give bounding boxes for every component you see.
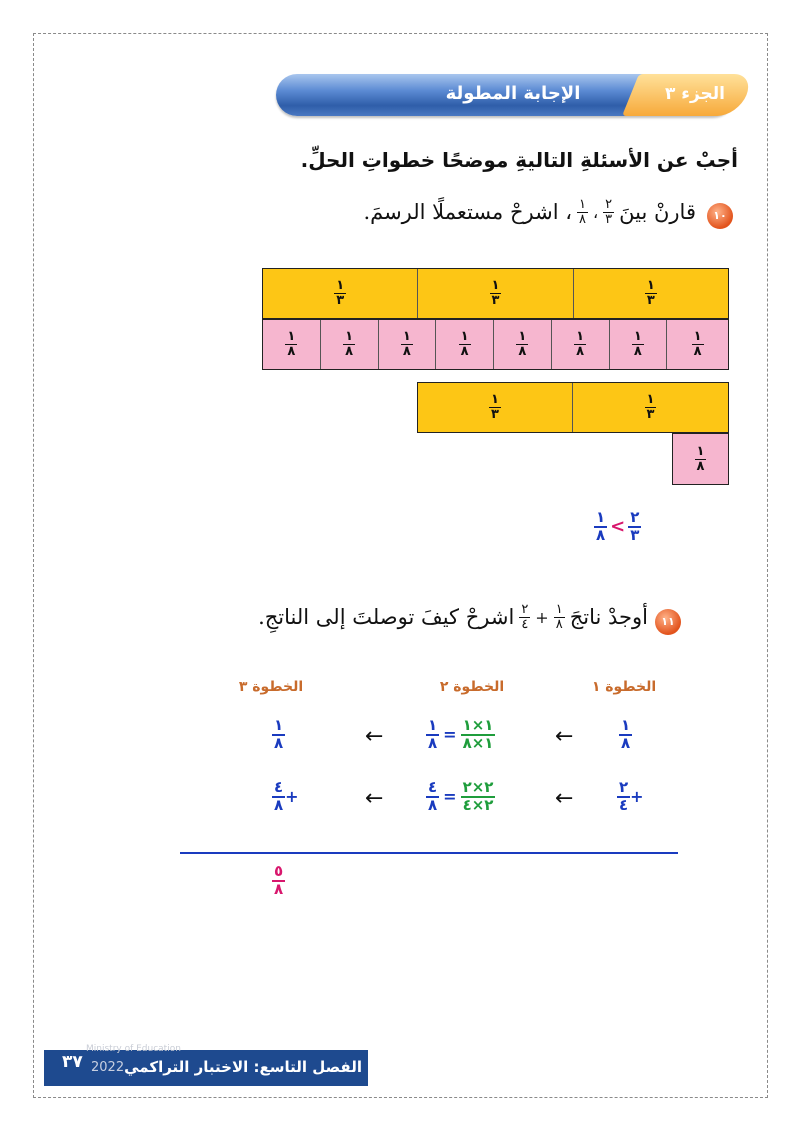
- row2-step3: $\frac{٤}{٨}$ +: [274, 778, 299, 814]
- third-cell: $\frac{١}{٣}$: [418, 383, 573, 432]
- arrow-icon: ←: [365, 786, 384, 811]
- q10-text-after: ، اشرحْ مستعملًا الرسمَ.: [363, 200, 573, 225]
- answer-left-fraction: $\frac{١}{٨}$: [596, 508, 606, 544]
- page-border: [33, 33, 768, 1098]
- section-title: الإجابة المطولة: [445, 83, 581, 104]
- eighth-cell: $\frac{١}{٨}$: [263, 320, 321, 369]
- question-11-text: أوجدْ ناتجَ $\frac{١}{٨}$ + $\frac{٢}{٤}$ اشرحْ كيفَ توصلتَ إلى الناتجِ.: [258, 602, 648, 632]
- footer-chapter-text: الفصل التاسع: الاختبار التراكمي: [124, 1058, 362, 1076]
- step-1-heading: الخطوة ١: [591, 679, 657, 695]
- instructions: أجبْ عن الأسئلةِ التاليةِ موضحًا خطواتِ الحلِّ.: [300, 148, 738, 172]
- footer-year: 2022: [91, 1060, 125, 1075]
- third-cell: $\frac{١}{٣}$: [573, 383, 728, 432]
- eighth-cell: $\frac{١}{٨}$: [494, 320, 552, 369]
- arrow-icon: ←: [555, 724, 574, 749]
- eighth-cell: $\frac{١}{٨}$: [321, 320, 379, 369]
- one-eighth-bar: [672, 433, 729, 485]
- watermark: Ministry of Education: [86, 1044, 181, 1054]
- arrow-icon: ←: [365, 724, 384, 749]
- q11-fraction-a: $\frac{١}{٨}$: [555, 602, 563, 632]
- third-cell: $\frac{١}{٣}$: [263, 269, 418, 318]
- sum-line: [180, 852, 678, 854]
- q10-fraction-b: $\frac{١}{٨}$: [579, 197, 586, 227]
- third-cell: $\frac{١}{٣}$: [574, 269, 728, 318]
- q11-text-before: أوجدْ ناتجَ: [569, 605, 648, 630]
- step-3-heading: الخطوة ٣: [238, 679, 304, 695]
- row1-step3: $\frac{١}{٨}$: [274, 716, 284, 752]
- comparison-answer: [594, 510, 641, 544]
- q10-text-before: قارنْ بينَ: [619, 200, 696, 225]
- question-10-text: قارنْ بينَ $\frac{٢}{٣}$ ، $\frac{١}{٨}$ ، اشرحْ مستعملًا الرسمَ.: [363, 197, 696, 227]
- third-cell: $\frac{١}{٣}$: [418, 269, 573, 318]
- less-than-symbol: <: [610, 516, 626, 538]
- answer-right-fraction: $\frac{٢}{٣}$: [630, 508, 640, 544]
- eighth-cell: $\frac{١}{٨}$: [610, 320, 668, 369]
- result-fraction: $\frac{٥}{٨}$: [274, 862, 284, 898]
- eighth-cell: $\frac{١}{٨}$: [673, 434, 728, 484]
- eighth-cell: $\frac{١}{٨}$: [379, 320, 437, 369]
- eighth-cell: $\frac{١}{٨}$: [552, 320, 610, 369]
- eighth-cell: $\frac{١}{٨}$: [667, 320, 728, 369]
- section-tab-label: الجزء ٣: [664, 84, 726, 104]
- page-number: ٣٧: [62, 1052, 83, 1072]
- q11-fraction-b: $\frac{٢}{٤}$: [521, 602, 529, 632]
- thirds-bar: [262, 268, 729, 319]
- row2-step2: $\frac{٤}{٨}$ = $\frac{٢\times ٢}{٢\times ٤}$: [428, 778, 494, 814]
- question-number-badge: ١١: [655, 609, 681, 635]
- row1-step1: $\frac{١}{٨}$: [621, 716, 631, 752]
- two-thirds-bar: [417, 382, 729, 433]
- row2-step1: $\frac{٢}{٤}$ +: [619, 778, 644, 814]
- q10-fraction-a: $\frac{٢}{٣}$: [605, 197, 613, 227]
- arrow-icon: ←: [555, 786, 574, 811]
- step-2-heading: الخطوة ٢: [439, 679, 505, 695]
- eighths-bar: [262, 319, 729, 370]
- eighth-cell: $\frac{١}{٨}$: [436, 320, 494, 369]
- question-number-badge: ١٠: [707, 203, 733, 229]
- row1-step2: $\frac{١}{٨}$ = $\frac{١\times ١}{١\times ٨}$: [428, 716, 494, 752]
- q11-text-after: اشرحْ كيفَ توصلتَ إلى الناتجِ.: [258, 605, 515, 630]
